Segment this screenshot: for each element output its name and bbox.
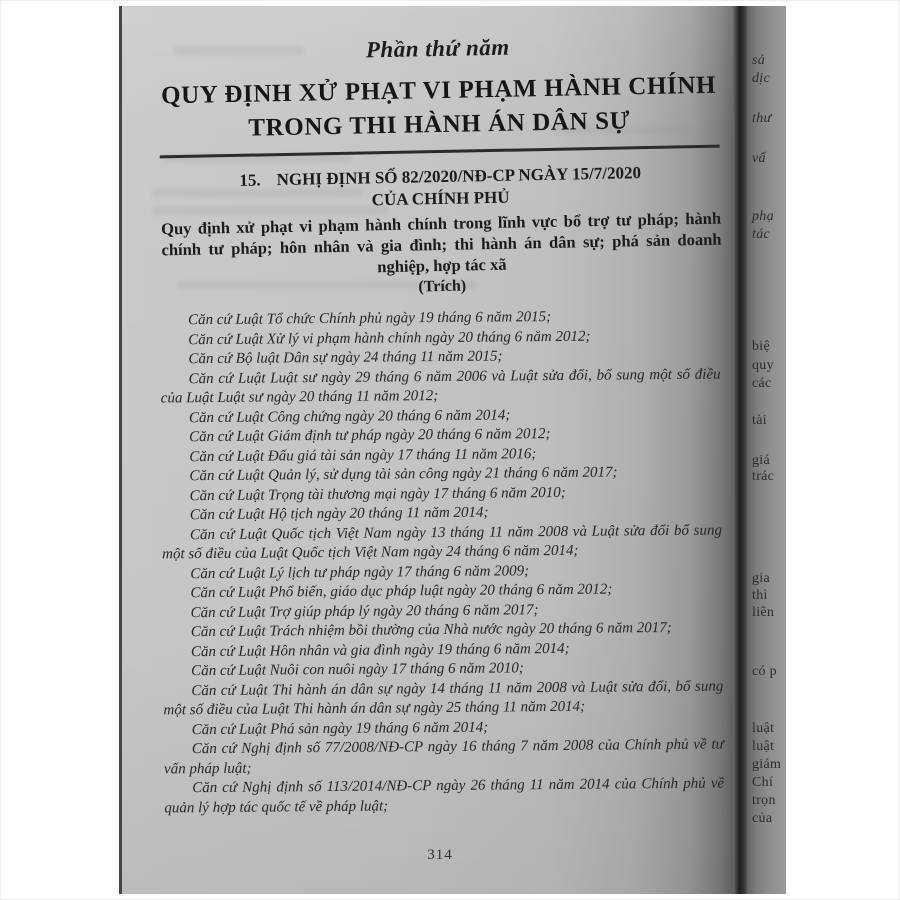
facing-page-text-fragment: vấ: [752, 151, 766, 166]
citation-line: Căn cứ Luật Nuôi con nuôi ngày 17 tháng 6 năm 2010;: [191, 660, 524, 680]
citation-line: Căn cứ Luật Phá sản ngày 19 tháng 6 năm 2014;: [191, 719, 489, 738]
facing-page-text-fragment: phạ: [752, 209, 774, 224]
citation-line: Căn cứ Bộ luật Dân sự ngày 24 tháng 11 năm 2015;: [188, 348, 503, 368]
citation-line: Căn cứ Luật Trợ giúp pháp lý ngày 20 tháng 6 năm 2017;: [190, 601, 539, 621]
title-underline-rule: [160, 145, 720, 159]
page-number: 314: [427, 847, 453, 863]
facing-page-text-fragment: có p: [752, 664, 777, 679]
page-header: [158, 31, 723, 302]
excerpt-label: (Trích): [418, 277, 467, 296]
facing-page-text-fragment: thì: [752, 588, 768, 603]
facing-page-text-fragment: giám: [752, 757, 782, 772]
citation-line: Căn cứ Luật Phổ biến, giáo dục pháp luật ngày 20 tháng 6 năm 2012;: [190, 581, 613, 602]
citation-line: Căn cứ Luật Tổ chức Chính phủ ngày 19 tháng 6 năm 2015;: [188, 309, 552, 329]
page-paper: [119, 6, 733, 894]
facing-page-text-fragment: Chí: [752, 775, 774, 790]
page-title: [158, 69, 719, 148]
section-heading: [160, 161, 721, 216]
section-subtitle: Quy định xử phạt vi phạm hành chính trong lĩnh vực bổ trợ tư pháp; hành chính tư pháp; hôn nhân và gia đình; thi hành án dân sự; phá sản doanh nghiệp, hợp tác xã: [160, 208, 722, 277]
citation-line: Căn cứ Luật Hôn nhân và gia đình ngày 19 tháng 6 năm 2014;: [190, 640, 570, 660]
facing-page-text-fragment: luật: [752, 739, 775, 754]
facing-page-text-fragment: dịc: [752, 71, 771, 86]
citation-line: Căn cứ Nghị định số 113/2014/NĐ-CP ngày 26 tháng 11 năm 2014 của Chính phủ về quản lý hợp tác quốc tế về pháp luật;: [164, 775, 725, 816]
facing-page-text-fragment: các: [752, 376, 772, 391]
citation-line: Căn cứ Luật Lý lịch tư pháp ngày 17 tháng 6 năm 2009;: [190, 562, 530, 582]
facing-page-text-fragment: của: [752, 811, 773, 826]
facing-page-text-fragment: liên: [752, 605, 775, 620]
facing-page-text-fragment: luật: [752, 721, 775, 736]
citation-line: Căn cứ Luật Quốc tịch Việt Nam ngày 13 tháng 11 năm 2008 và Luật sửa đổi bổ sung một số điều của Luật Quốc tịch Việt Nam ngày 24 tháng 6 năm 2014;: [162, 522, 723, 563]
facing-page-text-fragment: tài: [752, 413, 767, 428]
facing-page-text-fragment: tác: [752, 227, 771, 242]
citation-line: Căn cứ Luật Công chứng ngày 20 tháng 6 năm 2014;: [188, 406, 511, 426]
section-heading-line1: NGHỊ ĐỊNH SỐ 82/2020/NĐ-CP NGÀY 15/7/2020: [276, 163, 642, 190]
facing-page-text-fragment: sả: [752, 53, 766, 68]
citation-list: [160, 307, 724, 819]
citation-line: Căn cứ Luật Đấu giá tài sản ngày 17 tháng 11 năm 2016;: [189, 445, 537, 465]
book-gutter-shadow: [733, 6, 747, 894]
citation-line: Căn cứ Luật Xử lý vi phạm hành chính ngày 20 tháng 6 năm 2012;: [188, 328, 591, 348]
facing-page-edge: [747, 6, 786, 894]
page-title-line2: TRONG THI HÀNH ÁN DÂN SỰ: [248, 107, 631, 142]
part-label: Phần thứ năm: [365, 34, 510, 63]
citation-line: Căn cứ Luật Thi hành án dân sự ngày 14 tháng 11 năm 2008 và Luật sửa đổi, bổ sung một số điều của Luật Thi hành án dân sự ngày 25 tháng 11 năm 2014;: [163, 678, 724, 719]
facing-page-text-fragment: trác: [752, 469, 775, 484]
facing-page-text-fragment: biệ: [752, 339, 771, 354]
facing-page-text-fragment: thư: [752, 111, 772, 126]
citation-line: Căn cứ Luật Giám định tư pháp ngày 20 tháng 6 năm 2012;: [189, 426, 551, 446]
citation-line: Căn cứ Luật Trách nhiệm bồi thường của Nhà nước ngày 20 tháng 6 năm 2017;: [190, 619, 672, 641]
section-heading-line2: CỦA CHÍNH PHỦ: [371, 187, 510, 210]
citation-line: Căn cứ Luật Trọng tài thương mại ngày 17 tháng 6 năm 2010;: [189, 484, 566, 504]
book-page: [119, 6, 786, 894]
facing-page-text-fragment: gia: [752, 571, 771, 586]
citation-line: Căn cứ Luật Quản lý, sử dụng tài sản công ngày 21 tháng 6 năm 2017;: [189, 464, 618, 485]
citation-line: Căn cứ Luật Luật sư ngày 29 tháng 6 năm 2006 và Luật sửa đổi, bổ sung một số điều của Luật Luật sư ngày 20 tháng 11 năm 2012;: [160, 366, 721, 407]
section-number: 15.: [239, 170, 261, 190]
citation-line: Căn cứ Luật Hộ tịch ngày 20 tháng 11 năm 2014;: [189, 504, 489, 524]
citation-line: Căn cứ Nghị định số 77/2008/NĐ-CP ngày 16 tháng 7 năm 2008 của Chính phủ về tư vấn pháp luật;: [163, 736, 724, 777]
facing-page-text-fragment: quy: [752, 358, 774, 373]
facing-page-text-fragment: giá: [752, 453, 771, 468]
page-title-line1: QUY ĐỊNH XỬ PHẠT VI PHẠM HÀNH CHÍNH: [160, 71, 717, 110]
facing-page-text-fragment: trọn: [752, 793, 776, 808]
page-content: [122, 6, 736, 894]
